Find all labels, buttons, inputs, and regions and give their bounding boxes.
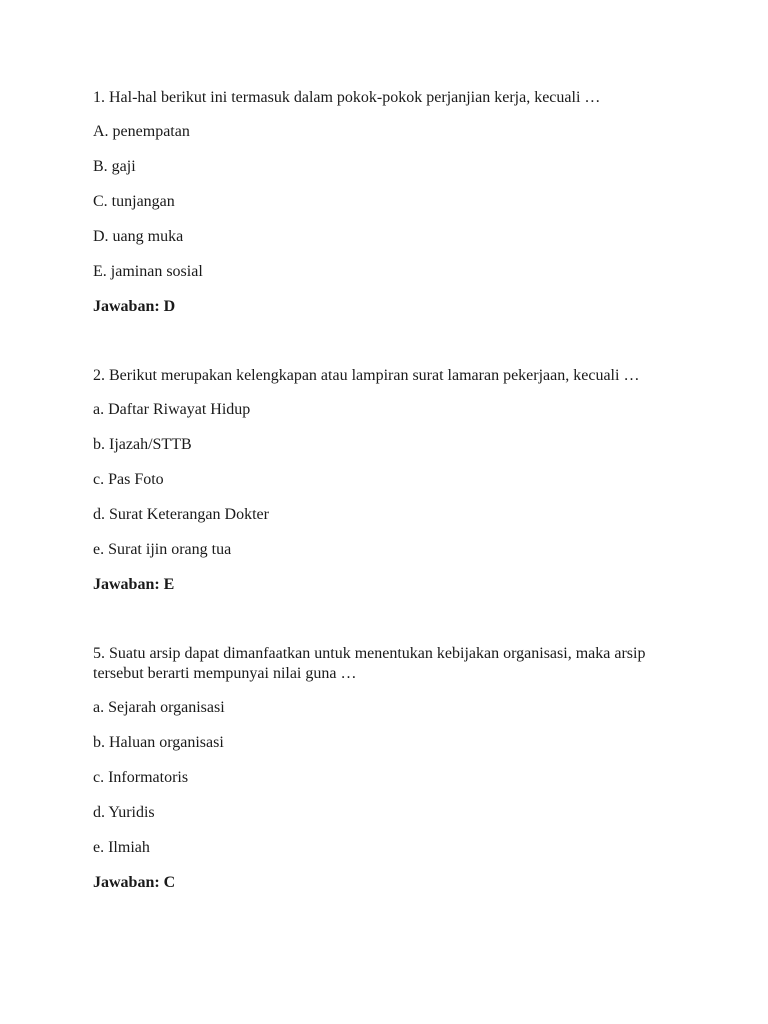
answer-key: Jawaban: D [93, 298, 176, 315]
option-c: c. Informatoris [93, 769, 189, 786]
answer-key: Jawaban: C [93, 874, 176, 891]
option-a: a. Sejarah organisasi [93, 699, 225, 716]
question-2 [93, 366, 693, 595]
option-e: e. Surat ijin orang tua [93, 541, 232, 558]
question-1 [93, 88, 693, 317]
option-a: a. Daftar Riwayat Hidup [93, 401, 251, 418]
option-e: E. jaminan sosial [93, 263, 203, 280]
option-d: d. Yuridis [93, 804, 155, 821]
question-5 [93, 644, 693, 893]
option-b: b. Haluan organisasi [93, 734, 224, 751]
option-d: D. uang muka [93, 228, 184, 245]
option-a: A. penempatan [93, 123, 190, 140]
option-d: d. Surat Keterangan Dokter [93, 506, 269, 523]
option-b: b. Ijazah/STTB [93, 436, 192, 453]
question-text: 5. Suatu arsip dapat dimanfaatkan untuk menentukan kebijakan organisasi, maka arsip tersebut berarti mempunyai nilai guna … [93, 645, 646, 682]
question-text: 2. Berikut merupakan kelengkapan atau lampiran surat lamaran pekerjaan, kecuali … [93, 367, 640, 384]
document-page [93, 88, 693, 893]
question-text: 1. Hal-hal berikut ini termasuk dalam pokok-pokok perjanjian kerja, kecuali … [93, 89, 601, 106]
option-b: B. gaji [93, 158, 136, 175]
option-c: C. tunjangan [93, 193, 175, 210]
option-c: c. Pas Foto [93, 471, 164, 488]
answer-key: Jawaban: E [93, 576, 175, 593]
option-e: e. Ilmiah [93, 839, 150, 856]
